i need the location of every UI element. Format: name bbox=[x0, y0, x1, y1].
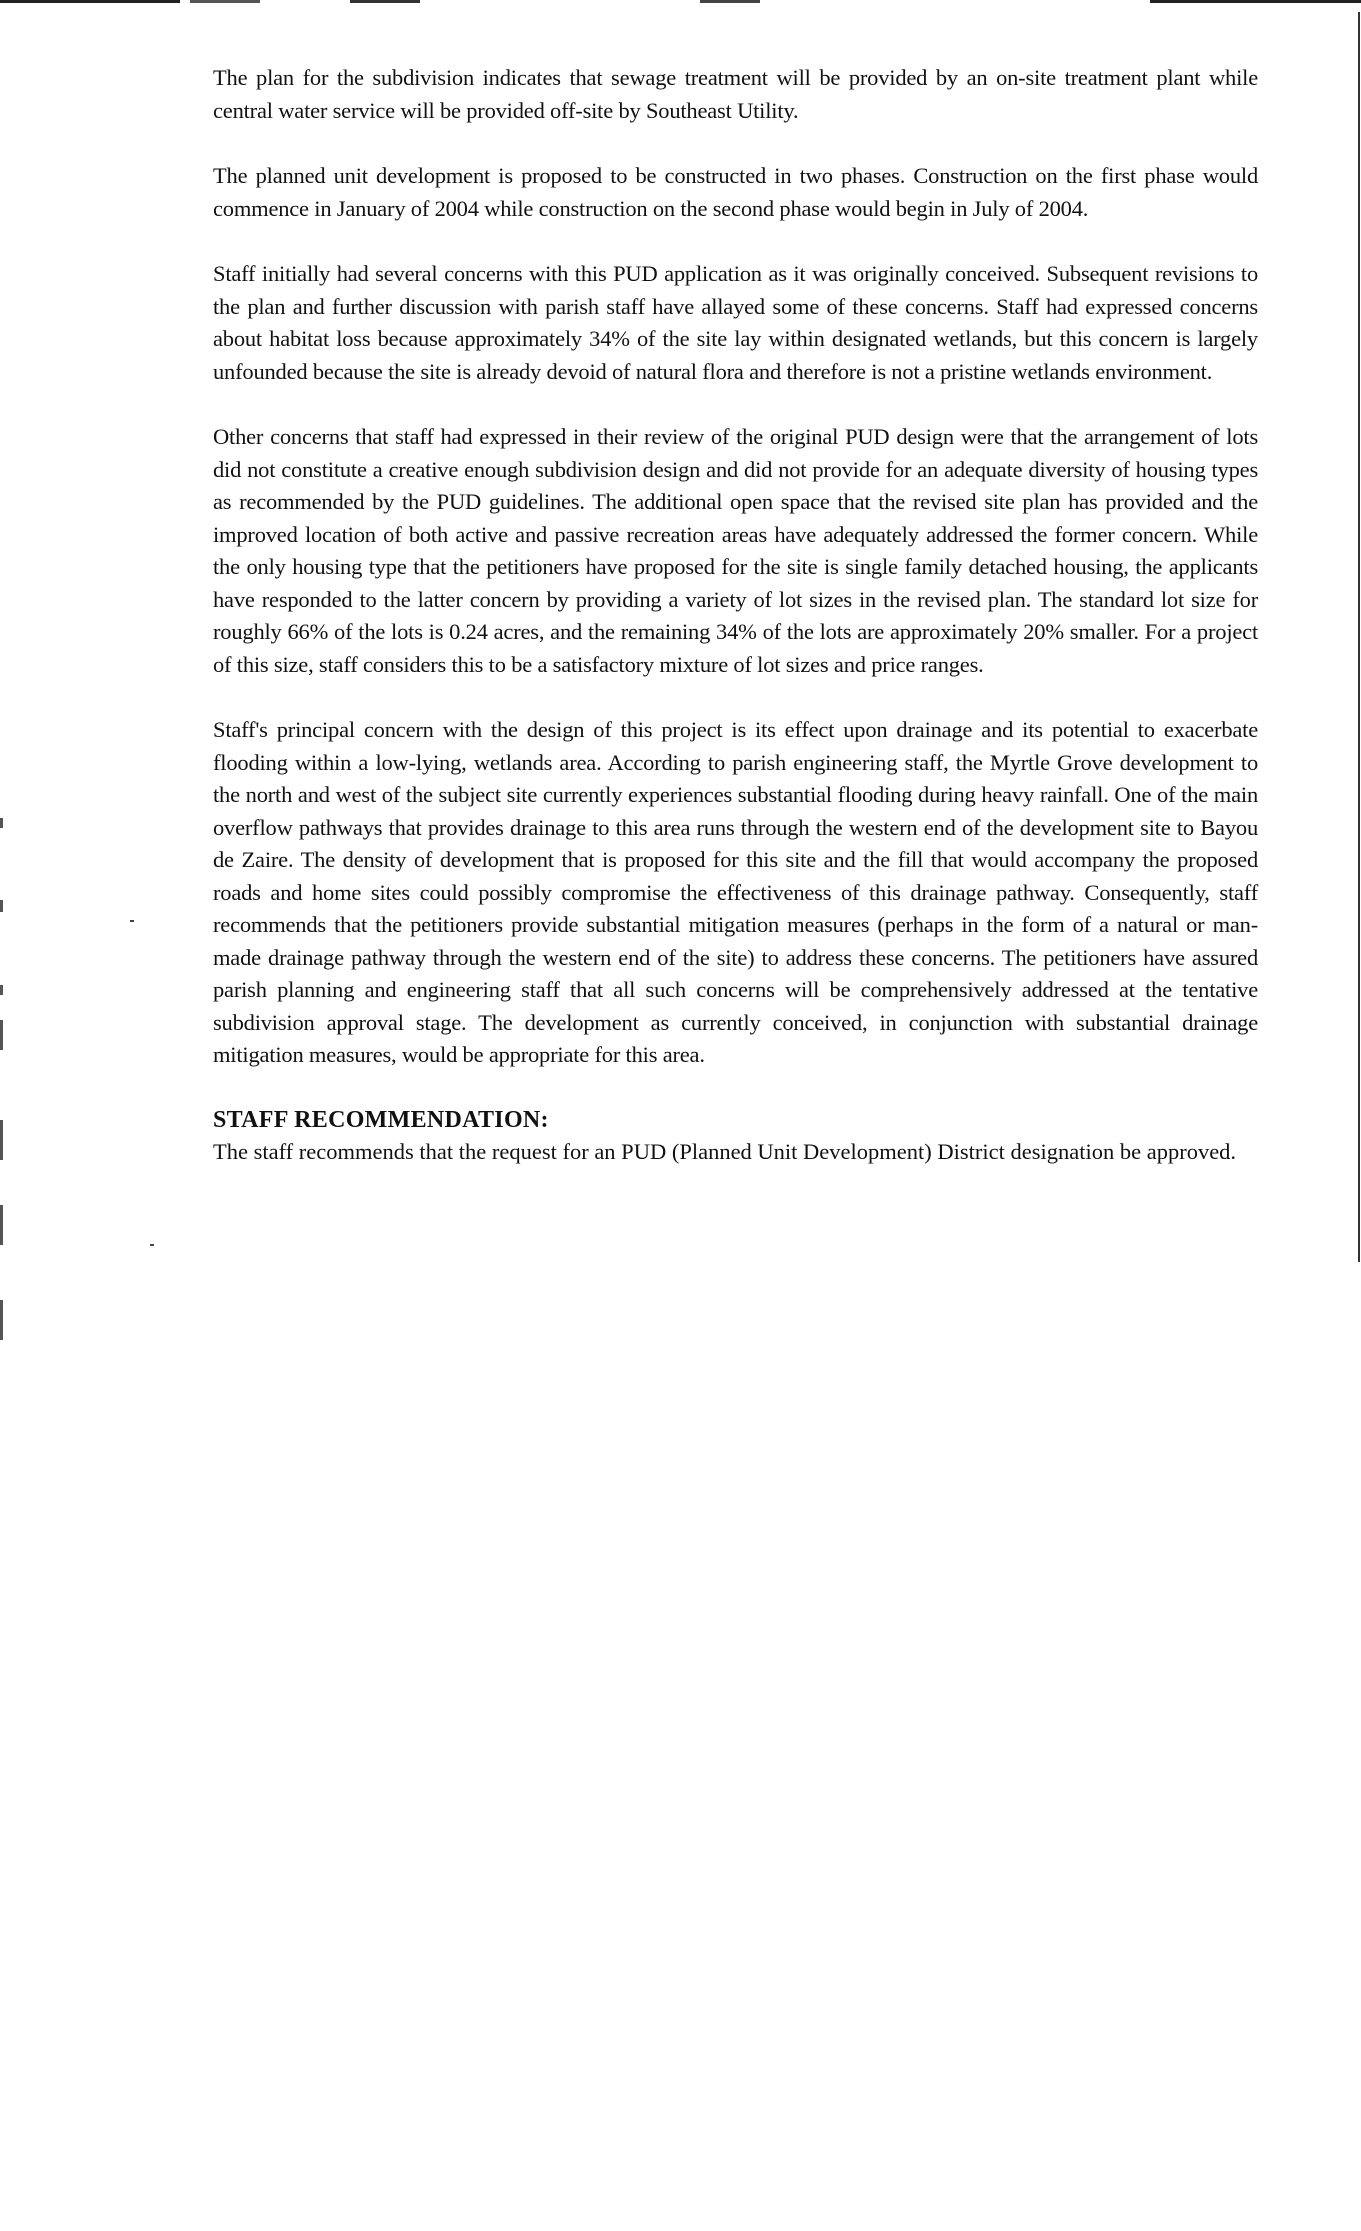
scan-margin-mark bbox=[0, 900, 3, 912]
paragraph-utilities: The plan for the subdivision indicates that sewage treatment will be provided by an on-site treatment plant while central water service will be provided off-site by Southeast Utility. bbox=[213, 65, 1258, 123]
scan-margin-mark bbox=[0, 818, 3, 828]
scan-margin-mark bbox=[0, 985, 3, 995]
scan-margin-mark bbox=[0, 1120, 3, 1160]
paragraph-drainage-concern: Staff's principal concern with the design of this project is its effect upon drainage and its potential to exacerbate flooding within a low-lying, wetlands area. According to parish engineering staff, the Myrtle Grove development to the north and west of the subject site currently experiences substantial flooding during heavy rainfall. One of the main overflow pathways that provides drainage to this area runs through the western end of the development site to Bayou de Zaire. The density of development that is proposed for this site and the fill that would accompany the proposed roads and home sites could possibly compromise the effectiveness of this drainage pathway. Consequently, staff recommends that the petitioners provide substantial mitigation measures (perhaps in the form of a natural or man-made drainage pathway through the western end of the site) to address these concerns. The petitioners have assured parish planning and engineering staff that all such concerns will be comprehensively addressed at the tentative subdivision approval stage. The development as currently conceived, in conjunction with substantial drainage mitigation measures, would be appropriate for this area. bbox=[213, 717, 1258, 1067]
scan-speck bbox=[130, 920, 134, 922]
recommendation-text: The staff recommends that the request for an PUD (Planned Unit Development) District designation be approved. bbox=[213, 1138, 1237, 1164]
scan-margin-mark bbox=[0, 1020, 3, 1050]
section-heading-recommendation: STAFF RECOMMENDATION: bbox=[213, 1106, 549, 1133]
paragraph-initial-concerns: Staff initially had several concerns with this PUD application as it was originally conceived. Subsequent revisions to the plan and further discussion with parish staff have allayed some of these concerns. Staff had expressed concerns about habitat loss because approximately 34% of the site lay within designated wetlands, but this concern is largely unfounded because the site is already devoid of natural flora and therefore is not a pristine wetlands environment. bbox=[213, 261, 1258, 384]
scan-edge-line bbox=[1358, 12, 1360, 1262]
paragraph-phases: The planned unit development is proposed to be constructed in two phases. Construction on the first phase would commence in January of 2004 while construction on the second phase would begin in July of 2004. bbox=[213, 163, 1258, 221]
document-page bbox=[213, 62, 1258, 1169]
scan-margin-mark bbox=[0, 1305, 3, 1340]
paragraph-design-concerns: Other concerns that staff had expressed in their review of the original PUD design were that the arrangement of lots did not constitute a creative enough subdivision design and did not provide for an adequate diversity of housing types as recommended by the PUD guidelines. The additional open space that the revised site plan has provided and the improved location of both active and passive recreation areas have adequately addressed the former concern. While the only housing type that the petitioners have proposed for the site is single family detached housing, the applicants have responded to the latter concern by providing a variety of lot sizes in the revised plan. The standard lot size for roughly 66% of the lots is 0.24 acres, and the remaining 34% of the lots are approximately 20% smaller. For a project of this size, staff considers this to be a satisfactory mixture of lot sizes and price ranges. bbox=[213, 424, 1258, 677]
scan-speck bbox=[150, 1244, 154, 1246]
scan-margin-mark bbox=[0, 1205, 3, 1245]
scan-edge-artifact bbox=[0, 0, 1361, 3]
